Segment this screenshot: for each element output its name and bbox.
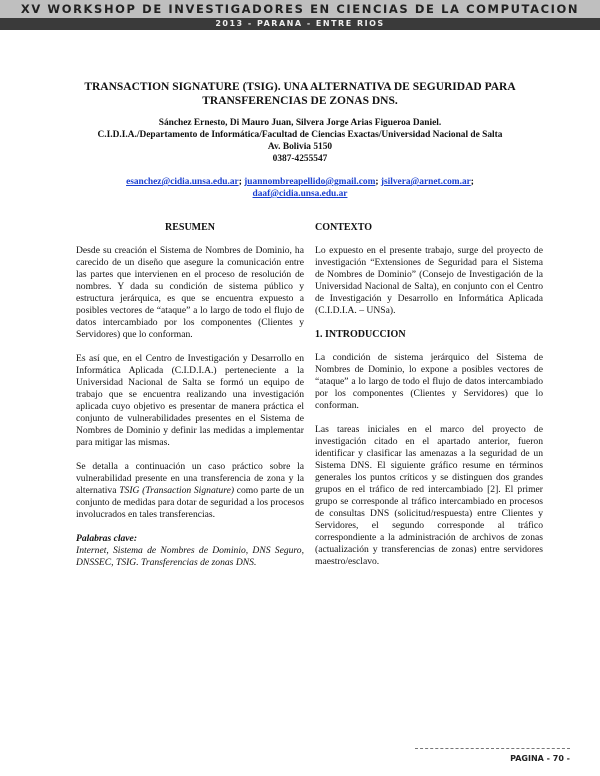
abstract-paragraph: Desde su creación el Sistema de Nombres de Dominio, ha carecido de un diseño que asegure la comunicación entre las partes que intervienen en el proceso de resolución de nombres. Y dada su condición de sistema público y estructura jerárquica, es que se encuentra expuesto a posibles vectores de “ataque” a lo largo de todo el flujo de datos intercambiado por los componentes (Clientes y Servidores) que lo conforman. (76, 245, 304, 340)
keywords-label: Palabras clave: (76, 533, 138, 544)
email-link[interactable]: juannombreapellido@gmail.com (244, 177, 376, 187)
abstract-paragraph: Es así que, en el Centro de Investigación y Desarrollo en Informática Aplicada (C.I.D.I.A.) perteneciente a la Universidad Nacional de Salta se formó un equipo de trabajo que se encuentra realizando una investigación aplicada cuyo objetivo es presentar de manera práctica el conjunto de vulnerabilidades presentes en el Sistema de Nombres de Dominio y definir las medidas a implementar para mitigar las mismas. (76, 353, 304, 448)
author-address: Av. Bolivia 5150 (267, 142, 333, 152)
page-number: PAGINA - 70 - (510, 754, 570, 763)
author-emails: esanchez@cidia.unsa.edu.ar; juannombreapellido@gmail.com; jsilvera@arnet.com.ar; daaf@cidia.unsa.edu.ar (126, 177, 474, 199)
context-paragraph: Lo expuesto en el presente trabajo, surge del proyecto de investigación “Extensiones de Seguridad para el Sistema de Nombres de Dominio” (Consejo de Investigación de la Universidad Nacional de Salta), en conjunto con el Centro de Investigación y Desarrollo en Informática Aplicada (C.I.D.I.A. – UNSa). (315, 245, 543, 316)
paper-title-line-2: TRANSFERENCIAS DE ZONAS DNS. (202, 95, 398, 107)
author-block (50, 117, 550, 165)
paper-title-line-1: TRANSACTION SIGNATURE (TSIG). UNA ALTERNATIVA DE SEGURIDAD PARA (84, 81, 516, 93)
workshop-banner (0, 0, 600, 30)
keywords-text: Internet, Sistema de Nombres de Dominio, DNS Seguro, DNSSEC, TSIG. Transferencias de zonas DNS. (76, 545, 304, 568)
intro-heading: 1. INTRODUCCION (315, 329, 406, 340)
abstract-italic-term: TSIG (Transaction Signature) (119, 485, 235, 496)
footer-divider (415, 748, 570, 749)
paper-title (60, 80, 540, 108)
email-link[interactable]: daaf@cidia.unsa.edu.ar (252, 189, 348, 199)
author-affiliation: C.I.D.I.A./Departamento de Informática/Facultad de Ciencias Exactas/Universidad Nacional de Salta (97, 130, 503, 140)
banner-title: XV WORKSHOP DE INVESTIGADORES EN CIENCIAS DE LA COMPUTACION (0, 0, 600, 18)
left-column (76, 222, 304, 569)
intro-paragraph: Las tareas iniciales en el marco del proyecto de investigación citado en el apartado anterior, fueron identificar y clasificar las amenazas a la seguridad de un Sistema DNS. El siguiente gráfico resume en términos generales los puntos críticos y se distinguen dos grandes grupos en el tráfico de red intercambiado [2]. El primer grupo se corresponde al tráfico intercambiado en procesos de consultas DNS (solicitud/respuesta) entre Clientes y Servidores, el segundo corresponde al tráfico correspondiente a la administración de archivos de zonas (actualización y transferencias de zonas) entre servidores maestro/esclavo. (315, 424, 543, 567)
abstract-text: como parte de un conjunto de medidas para dotar de seguridad a los procesos involucrados en tales transferencias. (76, 485, 304, 520)
email-link[interactable]: esanchez@cidia.unsa.edu.ar (126, 177, 239, 187)
abstract-text: Se detalla a continuación un caso práctico sobre la vulnerabilidad presente en una transferencia de zona y la alternativa (76, 461, 304, 496)
abstract-heading: RESUMEN (164, 222, 215, 233)
author-names: Sánchez Ernesto, Di Mauro Juan, Silvera Jorge Arias Figueroa Daniel. (158, 118, 442, 128)
email-link[interactable]: jsilvera@arnet.com.ar (380, 177, 471, 187)
intro-paragraph: La condición de sistema jerárquico del Sistema de Nombres de Dominio, lo expone a posibles vectores de “ataque” a lo largo de todo el flujo de datos intercambiado por los componentes (Clientes y Servidores) que lo conforman. (315, 352, 543, 411)
banner-subtitle: 2013 - PARANA - ENTRE RIOS (0, 18, 600, 30)
author-phone: 0387-4255547 (272, 154, 328, 164)
abstract-paragraph (76, 461, 304, 521)
context-heading: CONTEXTO (315, 222, 373, 233)
right-column (315, 222, 543, 580)
